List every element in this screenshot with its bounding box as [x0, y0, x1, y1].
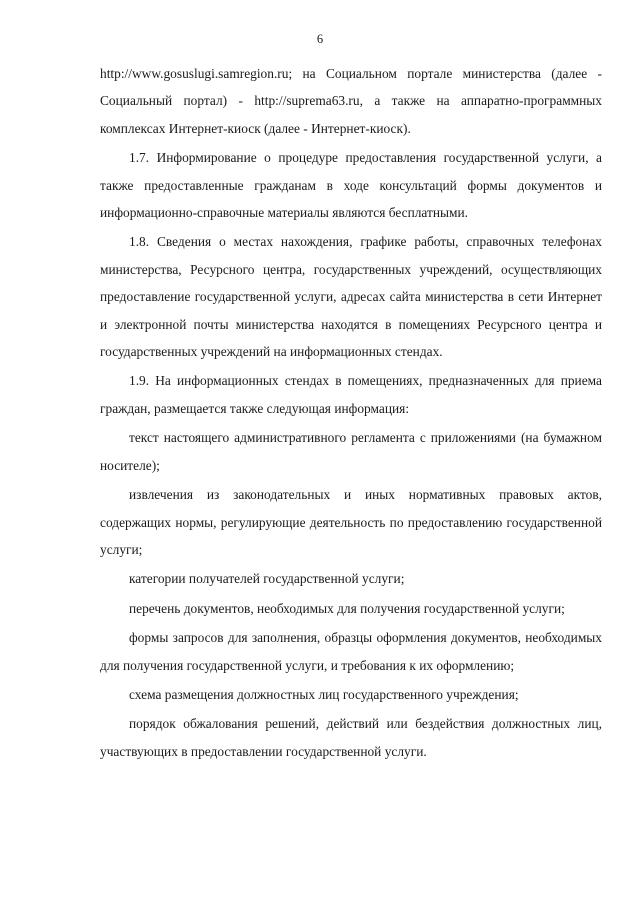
paragraph-portal-links: http://www.gosuslugi.samregion.ru; на Социальном портале министерства (далее - Социальный портал) - http://suprema63.ru, а также на аппаратно-программных комплексах Интернет-киоск (далее - Интернет-киоск). — [100, 66, 602, 136]
list-item-legal-extracts: извлечения из законодательных и иных нормативных правовых актов, содержащих нормы, регулирующие деятельность по предоставлению государственной услуги; — [100, 487, 602, 557]
paragraph-1-8: 1.8. Сведения о местах нахождения, графике работы, справочных телефонах министерства, Ресурсного центра, государственных учреждений, осуществляющих предоставление государственной услуги, адресах сайта министерства в сети Интернет и электронной почты министерства находятся в помещениях Ресурсного центра и государственных учреждений на информационных стендах. — [100, 234, 602, 360]
list-item-regulation-text: текст настоящего административного регламента с приложениями (на бумажном носителе); — [100, 430, 602, 473]
page-number: 6 — [316, 32, 324, 46]
list-item-staff-placement: схема размещения должностных лиц государственного учреждения; — [129, 686, 519, 702]
list-item-recipient-categories: категории получателей государственной услуги; — [129, 571, 405, 587]
list-item-appeal-procedure: порядок обжалования решений, действий или бездействия должностных лиц, участвующих в предоставлении государственной услуги. — [100, 716, 602, 759]
list-item-document-list: перечень документов, необходимых для получения государственной услуги; — [129, 600, 565, 616]
paragraph-1-9: 1.9. На информационных стендах в помещениях, предназначенных для приема граждан, размещается также следующая информация: — [100, 373, 602, 416]
paragraph-1-7: 1.7. Информирование о процедуре предоставления государственной услуги, а также предоставленные гражданам в ходе консультаций формы документов и информационно-справочные материалы являются бесплатными. — [100, 150, 602, 221]
list-item-request-forms: формы запросов для заполнения, образцы оформления документов, необходимых для получения государственной услуги, и требования к их оформлению; — [100, 630, 602, 673]
document-body — [100, 60, 602, 765]
